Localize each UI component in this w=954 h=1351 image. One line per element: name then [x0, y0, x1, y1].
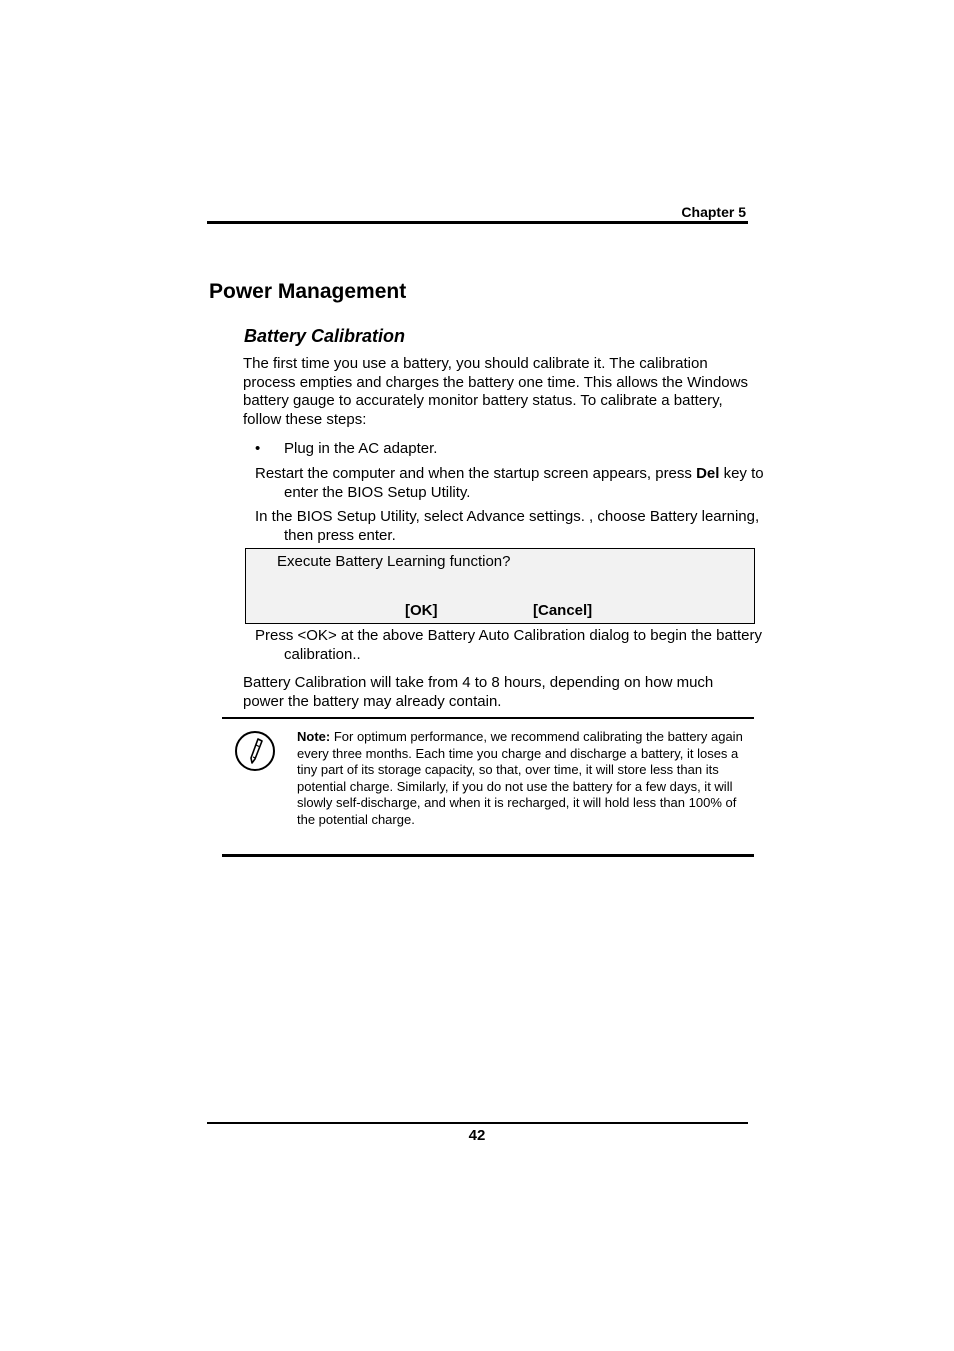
- step-press-ok: Press <OK> at the above Battery Auto Calibration dialog to begin the battery calibration..: [255, 627, 762, 663]
- step-restart-after: key to enter the BIOS Setup Utility.: [284, 465, 764, 501]
- footer-rule: [207, 1122, 748, 1124]
- note-body: For optimum performance, we recommend calibrating the battery again every three months. Each time you charge and discharge a battery, it loses a tiny part of its storage capacity, so that, over time, it will store less than its potential charge. Similarly, if you do not use the battery for a few days, it will slowly self-discharge, and when it is recharged, it will hold less than 100% of the potential charge.: [297, 729, 743, 827]
- bullet-item: Plug in the AC adapter.: [284, 440, 438, 457]
- battery-learning-dialog: [245, 548, 755, 624]
- step-restart: [255, 465, 784, 502]
- note-text: [297, 729, 749, 829]
- subsection-title: Battery Calibration: [244, 326, 406, 346]
- step-bios: In the BIOS Setup Utility, select Advance settings. , choose Battery learning, then press enter.: [255, 508, 760, 544]
- header-rule: [207, 221, 748, 224]
- pen-icon: [233, 729, 277, 773]
- cancel-button[interactable]: [Cancel]: [533, 602, 593, 619]
- note-label: Note:: [297, 729, 331, 744]
- chapter-header: Chapter 5: [681, 204, 746, 220]
- page-number: 42: [468, 1127, 486, 1144]
- dialog-question: Execute Battery Learning function?: [277, 553, 511, 570]
- section-title: Power Management: [209, 280, 407, 303]
- intro-paragraph: The first time you use a battery, you should calibrate it. The calibration process empties and charges the battery one time. This allows the Windows battery gauge to accurately monitor battery status. To calibrate a battery, follow these steps:: [243, 355, 748, 428]
- step-restart-before: Restart the computer and when the startup screen appears, press: [255, 465, 697, 482]
- ok-button[interactable]: [OK]: [405, 602, 438, 619]
- bullet-icon: •: [255, 440, 261, 457]
- note-bottom-rule: [222, 854, 754, 857]
- note-top-rule: [222, 717, 754, 719]
- del-key: Del: [696, 465, 720, 482]
- closing-paragraph: Battery Calibration will take from 4 to 8 hours, depending on how much power the battery may already contain.: [243, 674, 714, 710]
